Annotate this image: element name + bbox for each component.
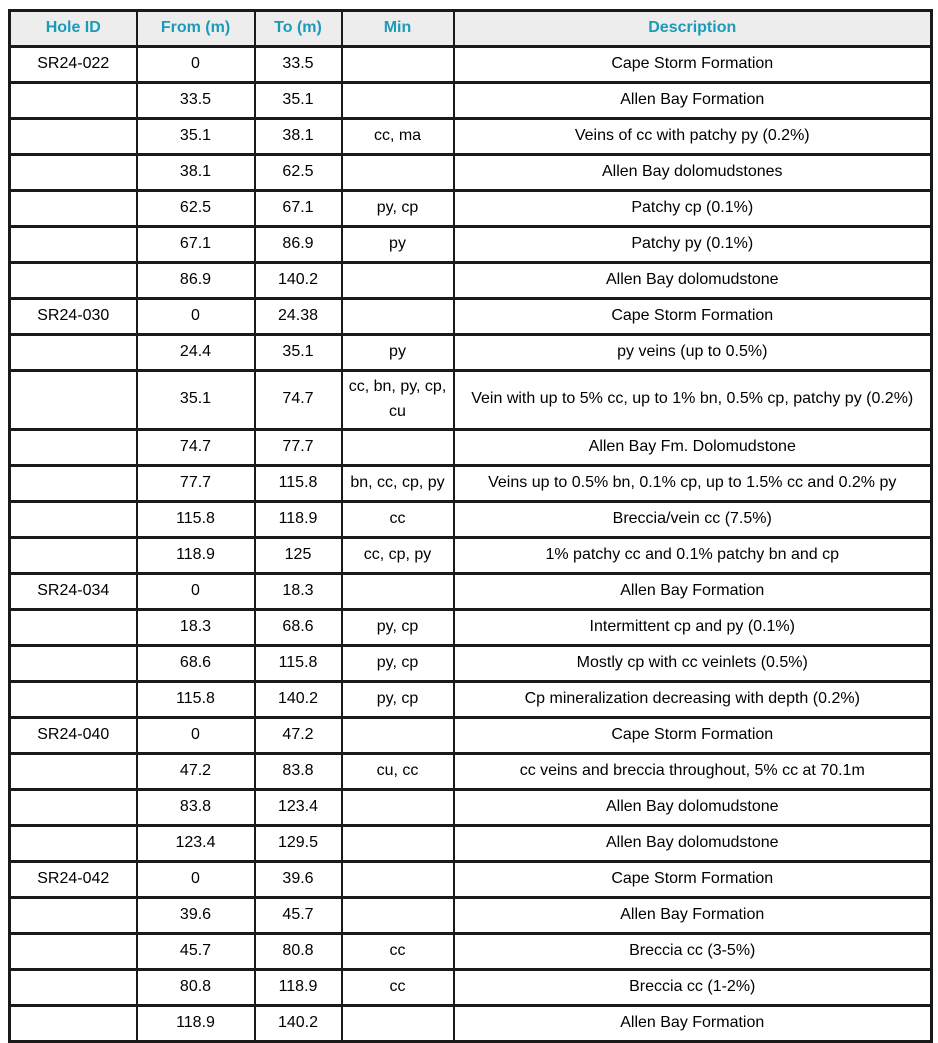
column-header: To (m) bbox=[255, 11, 342, 47]
from-cell: 74.7 bbox=[137, 429, 255, 465]
description-cell: Allen Bay Formation bbox=[454, 897, 932, 933]
description-cell: Cape Storm Formation bbox=[454, 47, 932, 83]
description-cell: Patchy py (0.1%) bbox=[454, 227, 932, 263]
table-row bbox=[10, 227, 932, 263]
min-cell: py bbox=[342, 227, 454, 263]
to-cell: 35.1 bbox=[255, 83, 342, 119]
table-row bbox=[10, 789, 932, 825]
hole-id-cell bbox=[10, 335, 137, 371]
from-cell: 24.4 bbox=[137, 335, 255, 371]
table-row bbox=[10, 609, 932, 645]
min-cell bbox=[342, 573, 454, 609]
from-cell: 77.7 bbox=[137, 465, 255, 501]
table-row bbox=[10, 897, 932, 933]
from-cell: 68.6 bbox=[137, 645, 255, 681]
column-header: From (m) bbox=[137, 11, 255, 47]
hole-id-cell bbox=[10, 371, 137, 430]
hole-id-cell bbox=[10, 789, 137, 825]
from-cell: 0 bbox=[137, 299, 255, 335]
hole-id-cell bbox=[10, 191, 137, 227]
from-cell: 45.7 bbox=[137, 933, 255, 969]
min-cell bbox=[342, 83, 454, 119]
table-row bbox=[10, 933, 932, 969]
hole-id-cell bbox=[10, 501, 137, 537]
from-cell: 35.1 bbox=[137, 371, 255, 430]
to-cell: 86.9 bbox=[255, 227, 342, 263]
description-cell: Vein with up to 5% cc, up to 1% bn, 0.5% cp, patchy py (0.2%) bbox=[454, 371, 932, 430]
column-header: Hole ID bbox=[10, 11, 137, 47]
to-cell: 129.5 bbox=[255, 825, 342, 861]
description-cell: Allen Bay Formation bbox=[454, 573, 932, 609]
to-cell: 140.2 bbox=[255, 263, 342, 299]
min-cell bbox=[342, 263, 454, 299]
to-cell: 140.2 bbox=[255, 1005, 342, 1041]
from-cell: 62.5 bbox=[137, 191, 255, 227]
min-cell: cc, ma bbox=[342, 119, 454, 155]
table-row bbox=[10, 263, 932, 299]
table-row bbox=[10, 155, 932, 191]
min-cell: cc, bn, py, cp, cu bbox=[342, 371, 454, 430]
hole-id-cell bbox=[10, 227, 137, 263]
description-cell: cc veins and breccia throughout, 5% cc at 70.1m bbox=[454, 753, 932, 789]
to-cell: 33.5 bbox=[255, 47, 342, 83]
min-cell: py bbox=[342, 335, 454, 371]
to-cell: 83.8 bbox=[255, 753, 342, 789]
description-cell: Cp mineralization decreasing with depth (0.2%) bbox=[454, 681, 932, 717]
min-cell bbox=[342, 717, 454, 753]
to-cell: 77.7 bbox=[255, 429, 342, 465]
hole-id-cell: SR24-022 bbox=[10, 47, 137, 83]
table-row bbox=[10, 753, 932, 789]
min-cell bbox=[342, 299, 454, 335]
hole-id-cell: SR24-030 bbox=[10, 299, 137, 335]
description-cell: Cape Storm Formation bbox=[454, 717, 932, 753]
description-cell: Allen Bay dolomudstone bbox=[454, 825, 932, 861]
table-row bbox=[10, 83, 932, 119]
to-cell: 47.2 bbox=[255, 717, 342, 753]
description-cell: Allen Bay dolomudstone bbox=[454, 789, 932, 825]
to-cell: 18.3 bbox=[255, 573, 342, 609]
table-row bbox=[10, 335, 932, 371]
hole-id-cell bbox=[10, 537, 137, 573]
table-row bbox=[10, 573, 932, 609]
hole-id-cell bbox=[10, 119, 137, 155]
to-cell: 140.2 bbox=[255, 681, 342, 717]
hole-id-cell bbox=[10, 429, 137, 465]
description-cell: Breccia cc (3-5%) bbox=[454, 933, 932, 969]
table-row bbox=[10, 299, 932, 335]
min-cell: cu, cc bbox=[342, 753, 454, 789]
description-cell: Veins of cc with patchy py (0.2%) bbox=[454, 119, 932, 155]
from-cell: 115.8 bbox=[137, 681, 255, 717]
to-cell: 118.9 bbox=[255, 969, 342, 1005]
min-cell: py, cp bbox=[342, 645, 454, 681]
to-cell: 38.1 bbox=[255, 119, 342, 155]
to-cell: 67.1 bbox=[255, 191, 342, 227]
hole-id-cell bbox=[10, 969, 137, 1005]
hole-id-cell bbox=[10, 1005, 137, 1041]
from-cell: 118.9 bbox=[137, 1005, 255, 1041]
description-cell: Breccia/vein cc (7.5%) bbox=[454, 501, 932, 537]
hole-id-cell: SR24-042 bbox=[10, 861, 137, 897]
table-row bbox=[10, 645, 932, 681]
description-cell: Allen Bay Formation bbox=[454, 83, 932, 119]
hole-id-cell bbox=[10, 609, 137, 645]
from-cell: 86.9 bbox=[137, 263, 255, 299]
min-cell: bn, cc, cp, py bbox=[342, 465, 454, 501]
description-cell: Cape Storm Formation bbox=[454, 861, 932, 897]
table-row bbox=[10, 537, 932, 573]
from-cell: 80.8 bbox=[137, 969, 255, 1005]
description-cell: 1% patchy cc and 0.1% patchy bn and cp bbox=[454, 537, 932, 573]
min-cell: cc bbox=[342, 501, 454, 537]
description-cell: Breccia cc (1-2%) bbox=[454, 969, 932, 1005]
description-cell: Allen Bay dolomudstone bbox=[454, 263, 932, 299]
to-cell: 45.7 bbox=[255, 897, 342, 933]
description-cell: py veins (up to 0.5%) bbox=[454, 335, 932, 371]
table-row bbox=[10, 681, 932, 717]
column-header: Min bbox=[342, 11, 454, 47]
from-cell: 39.6 bbox=[137, 897, 255, 933]
from-cell: 0 bbox=[137, 47, 255, 83]
min-cell bbox=[342, 155, 454, 191]
table-row bbox=[10, 119, 932, 155]
hole-id-cell: SR24-034 bbox=[10, 573, 137, 609]
hole-id-cell bbox=[10, 263, 137, 299]
table-row bbox=[10, 465, 932, 501]
description-cell: Allen Bay Fm. Dolomudstone bbox=[454, 429, 932, 465]
column-header: Description bbox=[454, 11, 932, 47]
min-cell: cc, cp, py bbox=[342, 537, 454, 573]
hole-id-cell bbox=[10, 645, 137, 681]
min-cell bbox=[342, 897, 454, 933]
description-cell: Mostly cp with cc veinlets (0.5%) bbox=[454, 645, 932, 681]
from-cell: 0 bbox=[137, 861, 255, 897]
hole-id-cell bbox=[10, 155, 137, 191]
from-cell: 0 bbox=[137, 717, 255, 753]
table-row bbox=[10, 429, 932, 465]
min-cell: py, cp bbox=[342, 681, 454, 717]
to-cell: 115.8 bbox=[255, 645, 342, 681]
min-cell: cc bbox=[342, 933, 454, 969]
to-cell: 35.1 bbox=[255, 335, 342, 371]
description-cell: Veins up to 0.5% bn, 0.1% cp, up to 1.5% cc and 0.2% py bbox=[454, 465, 932, 501]
min-cell bbox=[342, 1005, 454, 1041]
table-row bbox=[10, 825, 932, 861]
min-cell bbox=[342, 789, 454, 825]
hole-id-cell bbox=[10, 825, 137, 861]
from-cell: 115.8 bbox=[137, 501, 255, 537]
hole-id-cell bbox=[10, 681, 137, 717]
to-cell: 24.38 bbox=[255, 299, 342, 335]
description-cell: Patchy cp (0.1%) bbox=[454, 191, 932, 227]
to-cell: 68.6 bbox=[255, 609, 342, 645]
hole-id-cell: SR24-040 bbox=[10, 717, 137, 753]
hole-id-cell bbox=[10, 933, 137, 969]
table-row bbox=[10, 501, 932, 537]
hole-id-cell bbox=[10, 753, 137, 789]
min-cell bbox=[342, 825, 454, 861]
min-cell: py, cp bbox=[342, 609, 454, 645]
from-cell: 18.3 bbox=[137, 609, 255, 645]
from-cell: 47.2 bbox=[137, 753, 255, 789]
to-cell: 39.6 bbox=[255, 861, 342, 897]
table-row bbox=[10, 717, 932, 753]
to-cell: 125 bbox=[255, 537, 342, 573]
table-row bbox=[10, 371, 932, 430]
table-row bbox=[10, 191, 932, 227]
description-cell: Allen Bay Formation bbox=[454, 1005, 932, 1041]
from-cell: 83.8 bbox=[137, 789, 255, 825]
to-cell: 62.5 bbox=[255, 155, 342, 191]
from-cell: 35.1 bbox=[137, 119, 255, 155]
description-cell: Cape Storm Formation bbox=[454, 299, 932, 335]
header-row bbox=[10, 11, 932, 47]
drill-log-table bbox=[8, 9, 933, 1043]
description-cell: Allen Bay dolomudstones bbox=[454, 155, 932, 191]
description-cell: Intermittent cp and py (0.1%) bbox=[454, 609, 932, 645]
to-cell: 74.7 bbox=[255, 371, 342, 430]
table-row bbox=[10, 1005, 932, 1041]
table-row bbox=[10, 47, 932, 83]
to-cell: 123.4 bbox=[255, 789, 342, 825]
hole-id-cell bbox=[10, 83, 137, 119]
to-cell: 80.8 bbox=[255, 933, 342, 969]
hole-id-cell bbox=[10, 465, 137, 501]
to-cell: 115.8 bbox=[255, 465, 342, 501]
table-body bbox=[10, 47, 932, 1042]
min-cell: py, cp bbox=[342, 191, 454, 227]
table-row bbox=[10, 861, 932, 897]
table-row bbox=[10, 969, 932, 1005]
from-cell: 0 bbox=[137, 573, 255, 609]
from-cell: 33.5 bbox=[137, 83, 255, 119]
min-cell bbox=[342, 47, 454, 83]
from-cell: 123.4 bbox=[137, 825, 255, 861]
min-cell bbox=[342, 429, 454, 465]
min-cell: cc bbox=[342, 969, 454, 1005]
hole-id-cell bbox=[10, 897, 137, 933]
from-cell: 38.1 bbox=[137, 155, 255, 191]
from-cell: 118.9 bbox=[137, 537, 255, 573]
from-cell: 67.1 bbox=[137, 227, 255, 263]
to-cell: 118.9 bbox=[255, 501, 342, 537]
min-cell bbox=[342, 861, 454, 897]
